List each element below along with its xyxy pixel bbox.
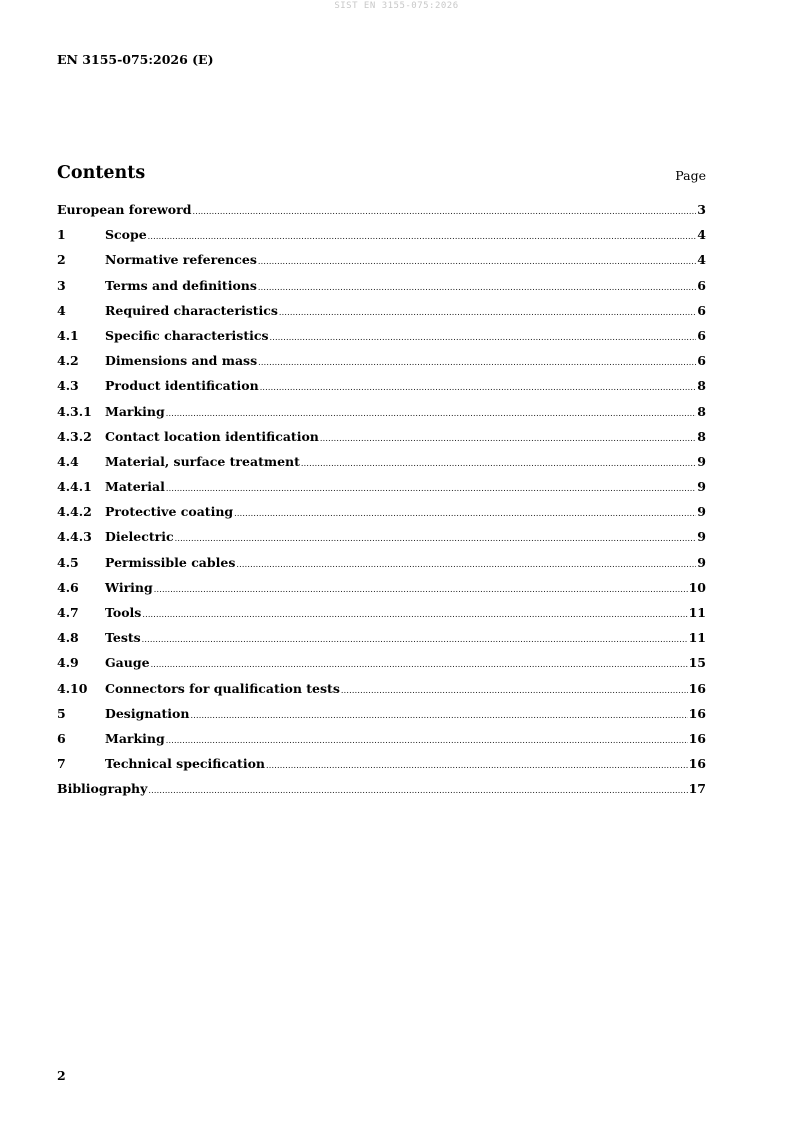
toc-leader-dots bbox=[258, 358, 696, 367]
toc-entry-number: 4.2 bbox=[57, 353, 79, 369]
toc-entry-page: 3 bbox=[697, 202, 706, 217]
toc-entry-page: 4 bbox=[697, 252, 706, 268]
toc-entry[interactable] bbox=[57, 706, 706, 731]
toc-leader-dots bbox=[175, 534, 697, 543]
toc-entry-number: 4.6 bbox=[57, 579, 79, 595]
toc-entry-page: 6 bbox=[697, 302, 706, 318]
toc-entry-page: 11 bbox=[688, 630, 706, 646]
toc-entry-page: 16 bbox=[688, 680, 706, 696]
toc-leader-dots bbox=[266, 761, 688, 770]
toc-entry-title: European foreword bbox=[57, 202, 192, 217]
toc-entry-title: Bibliography bbox=[57, 781, 148, 797]
toc-entry[interactable] bbox=[57, 353, 706, 378]
toc-entry[interactable] bbox=[57, 605, 706, 630]
toc-entry-title: Marking bbox=[105, 403, 165, 419]
toc-entry[interactable] bbox=[57, 404, 706, 429]
toc-entry-title: Technical specification bbox=[105, 756, 266, 772]
toc-leader-dots bbox=[166, 736, 688, 745]
toc-entry[interactable] bbox=[57, 328, 706, 353]
toc-entry[interactable] bbox=[57, 202, 706, 227]
toc-entry-number: 4.1 bbox=[57, 327, 79, 343]
toc-entry-page: 9 bbox=[697, 479, 706, 495]
toc-entry-title: Normative references bbox=[105, 252, 257, 268]
toc-entry-page: 6 bbox=[697, 327, 706, 343]
toc-entry-page: 8 bbox=[697, 403, 706, 419]
toc-entry-title: Dielectric bbox=[105, 529, 174, 545]
toc-entry-number: 4.8 bbox=[57, 630, 79, 646]
toc-entry-number: 4.10 bbox=[57, 680, 88, 696]
toc-entry-number: 6 bbox=[57, 730, 66, 746]
toc-entry-page: 9 bbox=[697, 529, 706, 545]
toc-entry-title: Marking bbox=[105, 730, 165, 746]
toc-entry-title: Wiring bbox=[105, 579, 153, 595]
toc-entry-page: 11 bbox=[688, 605, 706, 620]
toc-entry-number: 4.4 bbox=[57, 453, 79, 469]
toc-leader-dots bbox=[260, 383, 697, 392]
toc-entry-number: 4.7 bbox=[57, 605, 79, 620]
toc-entry-page: 6 bbox=[697, 277, 706, 293]
toc-entry-number: 4.4.1 bbox=[57, 479, 92, 495]
toc-entry[interactable] bbox=[57, 756, 706, 781]
toc-entry[interactable] bbox=[57, 580, 706, 605]
toc-entry-number: 1 bbox=[57, 227, 66, 243]
toc-entry-number: 4.3 bbox=[57, 378, 79, 394]
toc-entry-title: Tests bbox=[105, 630, 141, 646]
toc-entry-page: 9 bbox=[697, 504, 706, 520]
toc-entry[interactable] bbox=[57, 479, 706, 504]
toc-leader-dots bbox=[192, 207, 696, 216]
toc-entry-number: 4.3.2 bbox=[57, 428, 92, 444]
toc-entry-page: 16 bbox=[688, 756, 706, 772]
page-number: 2 bbox=[57, 1068, 66, 1083]
toc-entry[interactable] bbox=[57, 731, 706, 756]
toc-entry-number: 4.4.2 bbox=[57, 504, 92, 520]
toc-entry[interactable] bbox=[57, 681, 706, 706]
watermark: SIST EN 3155-075:2026 bbox=[334, 1, 459, 11]
toc-entry-title: Specific characteristics bbox=[105, 327, 269, 343]
toc-entry-page: 9 bbox=[697, 453, 706, 469]
toc-entry-number: 3 bbox=[57, 277, 66, 293]
toc-leader-dots bbox=[301, 459, 696, 468]
toc-entry-title: Tools bbox=[105, 605, 142, 620]
toc-entry-title: Gauge bbox=[105, 655, 150, 671]
toc-entry-page: 17 bbox=[688, 781, 706, 797]
toc-leader-dots bbox=[279, 308, 696, 317]
toc-entry-title: Product identification bbox=[105, 378, 259, 394]
toc-entry-title: Scope bbox=[105, 227, 147, 243]
toc-leader-dots bbox=[258, 257, 696, 266]
toc-leader-dots bbox=[190, 711, 687, 720]
toc-leader-dots bbox=[166, 409, 697, 418]
toc-leader-dots bbox=[236, 560, 696, 569]
toc-leader-dots bbox=[320, 434, 696, 443]
toc-entry-page: 10 bbox=[688, 579, 706, 595]
toc-entry[interactable] bbox=[57, 252, 706, 277]
toc-entry-page: 9 bbox=[697, 554, 706, 570]
toc-entry-number: 7 bbox=[57, 756, 66, 772]
toc-entry[interactable] bbox=[57, 303, 706, 328]
toc-entry-title: Designation bbox=[105, 705, 190, 721]
toc-leader-dots bbox=[142, 610, 687, 619]
toc-entry-page: 8 bbox=[697, 428, 706, 444]
toc-entry-title: Material, surface treatment bbox=[105, 453, 300, 469]
toc-entry-page: 8 bbox=[697, 378, 706, 394]
document-id: EN 3155-075:2026 (E) bbox=[57, 52, 214, 67]
toc-entry-title: Required characteristics bbox=[105, 302, 278, 318]
toc-entry-title: Dimensions and mass bbox=[105, 353, 258, 369]
toc-leader-dots bbox=[154, 585, 688, 594]
toc-entry-title: Protective coating bbox=[105, 504, 234, 520]
toc-entry-page: 16 bbox=[688, 705, 706, 721]
toc-entry-number: 4.3.1 bbox=[57, 403, 92, 419]
toc-entry-title: Permissible cables bbox=[105, 554, 236, 570]
toc-entry[interactable] bbox=[57, 227, 706, 252]
toc-leader-dots bbox=[258, 283, 696, 292]
toc-entry[interactable] bbox=[57, 504, 706, 529]
toc-entry[interactable] bbox=[57, 429, 706, 454]
toc-leader-dots bbox=[270, 333, 697, 342]
toc-leader-dots bbox=[234, 509, 696, 518]
toc-entry-page: 16 bbox=[688, 730, 706, 746]
toc-entry[interactable] bbox=[57, 378, 706, 403]
toc-entry-number: 4.5 bbox=[57, 554, 79, 570]
toc-entry-number: 4 bbox=[57, 302, 66, 318]
toc-entry-number: 2 bbox=[57, 252, 66, 268]
toc-entry[interactable] bbox=[57, 630, 706, 655]
toc-entry[interactable] bbox=[57, 454, 706, 479]
toc-leader-dots bbox=[148, 232, 697, 241]
toc-entry-title: Connectors for qualification tests bbox=[105, 680, 340, 696]
toc-leader-dots bbox=[166, 484, 696, 493]
toc-entry-number: 4.9 bbox=[57, 655, 79, 671]
toc-entry[interactable] bbox=[57, 529, 706, 554]
toc-entry-title: Material bbox=[105, 479, 165, 495]
table-of-contents bbox=[57, 202, 706, 807]
toc-entry-page: 4 bbox=[697, 227, 706, 243]
toc-leader-dots bbox=[148, 786, 687, 795]
toc-leader-dots bbox=[341, 686, 688, 695]
toc-entry-page: 6 bbox=[697, 353, 706, 369]
toc-entry-page: 15 bbox=[688, 655, 706, 671]
toc-entry-number: 4.4.3 bbox=[57, 529, 92, 545]
toc-entry-number: 5 bbox=[57, 705, 66, 721]
toc-entry[interactable] bbox=[57, 555, 706, 580]
toc-entry[interactable] bbox=[57, 278, 706, 303]
toc-entry[interactable] bbox=[57, 781, 706, 806]
toc-leader-dots bbox=[142, 635, 688, 644]
toc-entry-title: Terms and definitions bbox=[105, 277, 257, 293]
toc-leader-dots bbox=[151, 660, 688, 669]
page-column-label: Page bbox=[675, 168, 706, 183]
toc-entry[interactable] bbox=[57, 655, 706, 680]
toc-entry-title: Contact location identification bbox=[105, 428, 319, 444]
contents-heading: Contents bbox=[57, 163, 146, 183]
